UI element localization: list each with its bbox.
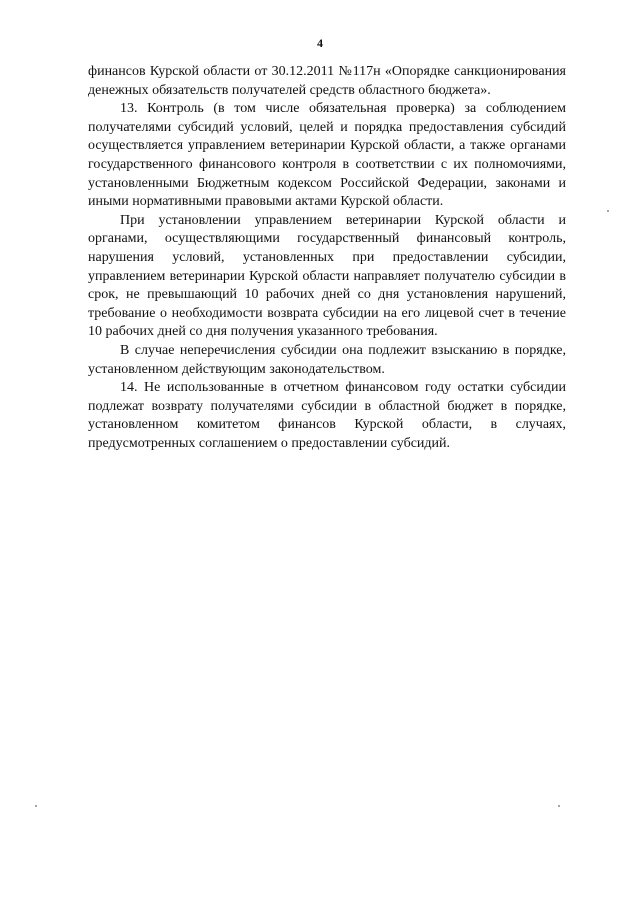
paragraph-13-control: 13. Контроль (в том числе обязательная проверка) за соблюдением получателями субсидий условий, целей и порядка предоставления субсидий осуществляется управлением ветеринарии Курской области, а также органами государственного финансового контроля в соответствии с их полномочиями, установленными Бюджетным кодексом Российской Федерации, законами и иными нормативными правовыми актами Курской области. [88, 101, 566, 210]
document-body [88, 63, 566, 453]
scan-speck [607, 210, 609, 212]
scan-speck [558, 805, 560, 807]
paragraph-continuation: финансов Курской области от 30.12.2011 №117н «Опорядке санкционирования денежных обязательств получателей средств областного бюджета». [88, 64, 566, 98]
paragraph-violation-return: При установлении управлением ветеринарии Курской области и органами, осуществляющими государственный финансовый контроль, нарушения условий, установленных при предоставлении субсидии, управлением ветеринарии Курской области направляет получателю субсидии в срок, не превышающий 10 рабочих дней со дня установления нарушений, требование о необходимости возврата субсидии на его лицевой счет в течение 10 рабочих дней со дня получения указанного требования. [88, 212, 566, 340]
page-number: 4 [317, 36, 323, 50]
scan-speck [35, 805, 37, 807]
paragraph-recovery: В случае неперечисления субсидии она подлежит взысканию в порядке, установленном действующим законодательством. [88, 342, 566, 377]
paragraph-14-unused-balance: 14. Не использованные в отчетном финансовом году остатки субсидии подлежат возврату получателями субсидии в областной бюджет в порядке, установленном комитетом финансов Курской области, в случаях, предусмотренных соглашением о предоставлении субсидий. [88, 380, 566, 451]
